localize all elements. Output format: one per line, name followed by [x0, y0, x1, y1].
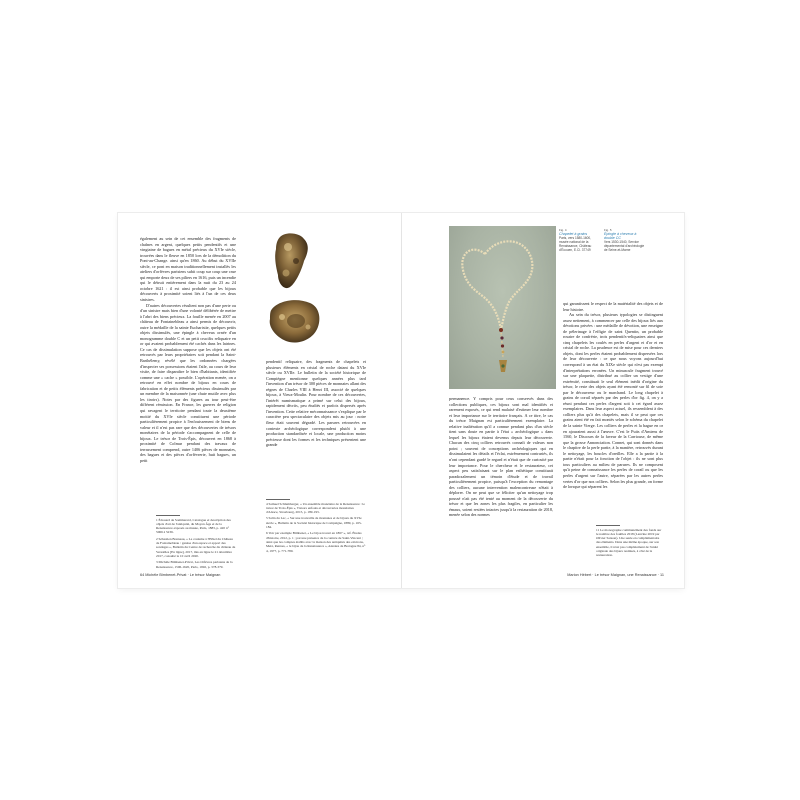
- gold-fragment-illustration: [266, 231, 324, 353]
- left-footnotes-2: [266, 499, 366, 555]
- book-gutter: [401, 213, 402, 588]
- footnote: 5 Salin du Lac, « Sur une trouvaille de monnaies et de bijoux du XVIe siècle », Bulletin de la Société historique de Compiègne, 1889, p. 165-184.: [266, 516, 362, 530]
- caption-number: Fig. 5: [604, 228, 612, 232]
- paragraph: pendentif reliquaire, des fragments de chapelets et plusieurs éléments en cristal de roche datant du XVIe siècle ou XVIIe. Le bulletin de la société historique de Compiègne mentionne quelques années plus tard l'invention d'un trésor de 300 pièces de monnaies allant des règnes de Charles VIII à Henri III, associé de quelques bijoux, à Vieux-Moulin. Pour nombre de ces découvertes, l'intérêt numismatique a primé sur celui des bijoux, rapidement décrits, peu étudiés et parfois dispersés après l'invention. Cette relative méconnaissance s'explique par le caractère peu spectaculaire des objets mis au jour : notre fleur était souvent dégradé. Les parures retrouvées en contexte archéologique correspondent plutôt à une production standardisée et locale, une production moins précieuse dont les formes et les techniques présentent une grande: [266, 359, 366, 448]
- figure-caption-4: [559, 228, 599, 253]
- caption-body: Paris, vers 1580-1600, musée national de la Renaissance, Château d'Écouen, E.Cl. 37749: [559, 236, 592, 253]
- book-spread: [118, 213, 684, 588]
- footnote-rule: [266, 499, 290, 500]
- right-page-folio: Marion Hébert · Le trésor Maignan, une Renaissance · 11: [567, 573, 664, 577]
- footnote: 2 Sébastien Bonneau, « Le costume à l'Hôtel du Château de Fontainebleau : genèse d'un espace et apport des sondages », Bulletin du Centre de recherche du château de Versailles [En ligne], 2017, mis en ligne le 21 décembre 2017, consulté le 10 avril 2020.: [156, 536, 236, 558]
- gold-reliquary-fragments-photo: [266, 231, 324, 353]
- paragraph: Au sein du trésor, plusieurs typologies se distinguent assez nettement, à commencer par celle des bijoux liés aux dévotions privées : une médaille de dévotion, une enseigne de pèlerinage à l'effigie de saint Quentin, un probable rosaire de confrérie, trois pendentifs-reliquaires ainsi que cinq chapelets les coulés en perles d'argent et d'or et en cristal de roche. La prudence est de mise pour ces derniers objets, dont les perles étaient probablement dispersées lors de leur découverte : ce que nous voyons aujourd'hui correspond à un état du XIXe siècle qui n'est pas exempt d'interprétations erronées. Un minuscule fragment trouvé sur une plaquette, distribué au collier un vestige d'une extrémité, constituait le seul élément inédit d'origine du trésor, le reste des objets ayant été remonté sur fil de soie par le découvreur ou le marchand. Le long chapelet à grains de corail séparés par des perles d'or fig. 4, on y a réuni pendant ces perles d'argent soit à cet égard assez exemplaires. Dans leur aspect actuel, ils ressemblent à des colliers plus qu'à des chapelets, mais il se peut que ces grains aient été en fait montés selon le schéma du chapelet de la sainte Vierge. Les colliers de perles et la bague en or en ajouraient aussi à l'œuvre. C'est le Puits d'Amiens de 1560, le Discours de la faveur de la Carriouse, de même que la grosse Annonciation. Connet, qui sont donnés dans le chapitre de la perle partie, à la manière, retrouvés durant le nettoyage, les boucles d'oreilles. Elle a la partie à la partie n'était pour la fonction de l'objet : ils ne sont plus tous particuliers au milieu de parures. Ils ne composent qu'à peine de connaissance les perles de corail ou que les perles d'argent sur l'autre, séparées par les autres perles vertes d'or que nos colliers. Selon les plus grande, on forme de lorsque qui séparent les: [563, 312, 663, 490]
- left-column-2: [266, 359, 366, 511]
- footnote: 1 Édouard de Sommerard, Catalogue et description des objets d'art de l'antiquité, du Moyen Âge et de la Renaissance exposés au musée, Paris, 1883, p. 420 n° 5066 à 5236.: [156, 517, 231, 535]
- right-column-1: [449, 396, 553, 561]
- caption-title: Chapelet à grains: [559, 232, 588, 237]
- caption-number: Fig. 4: [559, 228, 567, 232]
- footnote-rule: [596, 525, 620, 526]
- footnote: 6 Voir par exemple Bimbenet, « Le bijou trouvé en 1867 », réf. Études d'histoire, 2012, p. 1 ; par une présence de la contrée de Saint-Vincent ; ainsi que les comptes établis avec la maison des antiquités des environs, Metz, Rennes, « le bijou de la Renaissance », Annales de Bretagne 84, n° 4, 1977, p. 771-780.: [266, 531, 366, 553]
- footnote: 4 Samuel Schlumberger, « Un ensemble monétaire de la Renaissance : le trésor de Trois-Épis », Trésors enfouis et découvertes monétaires d'Alsace, Strasbourg, 2015, p. 189-193.: [266, 501, 365, 515]
- right-footnote: [596, 525, 664, 560]
- paragraph: D'autres découvertes résultent non pas d'une perte ou d'un sinistre mais bien d'une volonté délibérée de mettre à l'abri des biens précieux. La fouille menée en 2007 au château de Fontainebleau a ainsi permis de découvrir, outre la médaille de la sainte Eucharistie, quelques petits objets dissimulés, une épingle à cheveux ornée d'un monogramme double C et un petit crucifix reliquaire en or qui avaient probablement été cachés dans les latrines. Ce cas de dissimulation suppose que les objets ont été retrouvés par leurs propriétaires soit pendant la Saint-Barthélemy, révélé que les ordonnées chargées d'inspecter ses possessions étaient l'aile, au cours de leur visite, de faire disparaître le bien d'habitants, identifiée comme une « cache » possible. L'opération menée, on a retrouvé en effet nombre de bijoux en cours de fabrication et de petits éléments précieux dissimulés par un membre de la maisonnée (une chute mutile avec plus les tiroirs). Notes par des figures au tour peut-être différent rémission. En France, les guerres de religion qui ravagent le territoire pendant toute la deuxième moitié du XVIe siècle constituent une période particulièrement propice à l'enfouissement de biens de valeur et il n'est pas rare que des découvertes de trésors monétaires de la période s'accompagnent de celle de bijoux. Le trésor de Trois-Épis, découvert en 1868 à proximité de Colmar pendant des travaux de terrassement comprend, outre 1406 pièces de monnaies, des bagues et des pièces d'orfèvrerie, huit bagues, un petit: [140, 302, 236, 463]
- left-column-1: [140, 236, 236, 511]
- footnote: 11 Le monographe communément des fonds sur le nombre des fouilles 2018 (Lanvine 2019 par Olivier Sanson). Une seule en complémentaire des éléments. Dans une même époque, sur son ensemble, il n'est pas complètement de l'unité originale des bijoux restitués, à côté de la restauration.: [596, 527, 662, 558]
- caption-body: Vers 1530-1540, Service départemental d'archéologie de Seine-et-Marne: [604, 240, 645, 253]
- caption-title: Épingle à cheveux à double CC: [604, 232, 637, 241]
- paragraph: également au sein de cet ensemble des fragments de chaînes en argent, quelques petits pendentifs et une vingtaine de bagues en métal précieux du XVIe siècle, trouvées dans le fleuve en 1850 lors de la démolition du Pont-au-Change. ainsi qu'en 1860. Au début du XVIIe siècle, ce pont en maison traditionnellement installés les ateliers d'orfèvres parisiens subit coup sur coup une crue qui emporte deux de ses piliers en 1616, puis un incendie qui le détruit entièrement dans la nuit du 23 au 24 octobre 1621 : il est ainsi probable que les bijoux découverts à proximité soient liés à l'un de ces deux sinistres.: [140, 236, 236, 303]
- left-page-folio: 64 Michèle Bimbenet-Privat · Le trésor Maignan: [140, 573, 221, 577]
- right-column-2: [563, 301, 663, 519]
- paragraph: permanence. Y compris pour ceux conservés dans des collections publiques, ces bijoux sont mal identifiés et rarement exposés, ce qui rend malaisé d'estimer leur nombre et leur importance sur le territoire français. A ce titre, le cas du trésor Maignan est particulièrement exemplaire. La relative inaltération qu'il a connue pendant plus d'un siècle tient sans doute en partie à l'état « archéologique » dans lequel les bijoux étaient devenus depuis leur découverte. Chacun des cinq colliers retrouvés connaît de valeurs non point ; souvent de conceptions archéologiques qui en dissimulaient les détails et l'éclat, extrêmement contrariés, ils n'ont cependant gardé le regard et n'était que de curiosité par leur importance. Pour le chercheur et le restaurateur, cet aspect peu satisfaisant sur le plan esthétique constituait paradoxalement un témoin d'étude et de travail particulièrement propice, puisqu'à l'exception du remontage des colliers, aucune intervention malencontreuse n'était à déplorer. On ne peut que se féliciter qu'un nettoyage trop poussé n'ait pas été tenté au moment de la découverte du trésor et que les zones les plus fragiles, en particulier les émaux, soient restées intactes jusqu'à la restauration de 2018, menée selon des normes: [449, 396, 553, 518]
- rosary-necklace-illustration: [449, 226, 556, 389]
- footnote-rule: [156, 515, 180, 516]
- figure-caption-5: [604, 228, 648, 253]
- footnote: 3 Michèle Bimbenet-Privat, Les Orfèvres parisiens de la Renaissance, 1506-1620, Paris, 1992, p. 378-379.: [156, 560, 233, 569]
- paragraph: qui garantissent le respect de la matérialité des objets et de leur histoire.: [563, 301, 663, 312]
- left-footnotes-1: [156, 515, 236, 571]
